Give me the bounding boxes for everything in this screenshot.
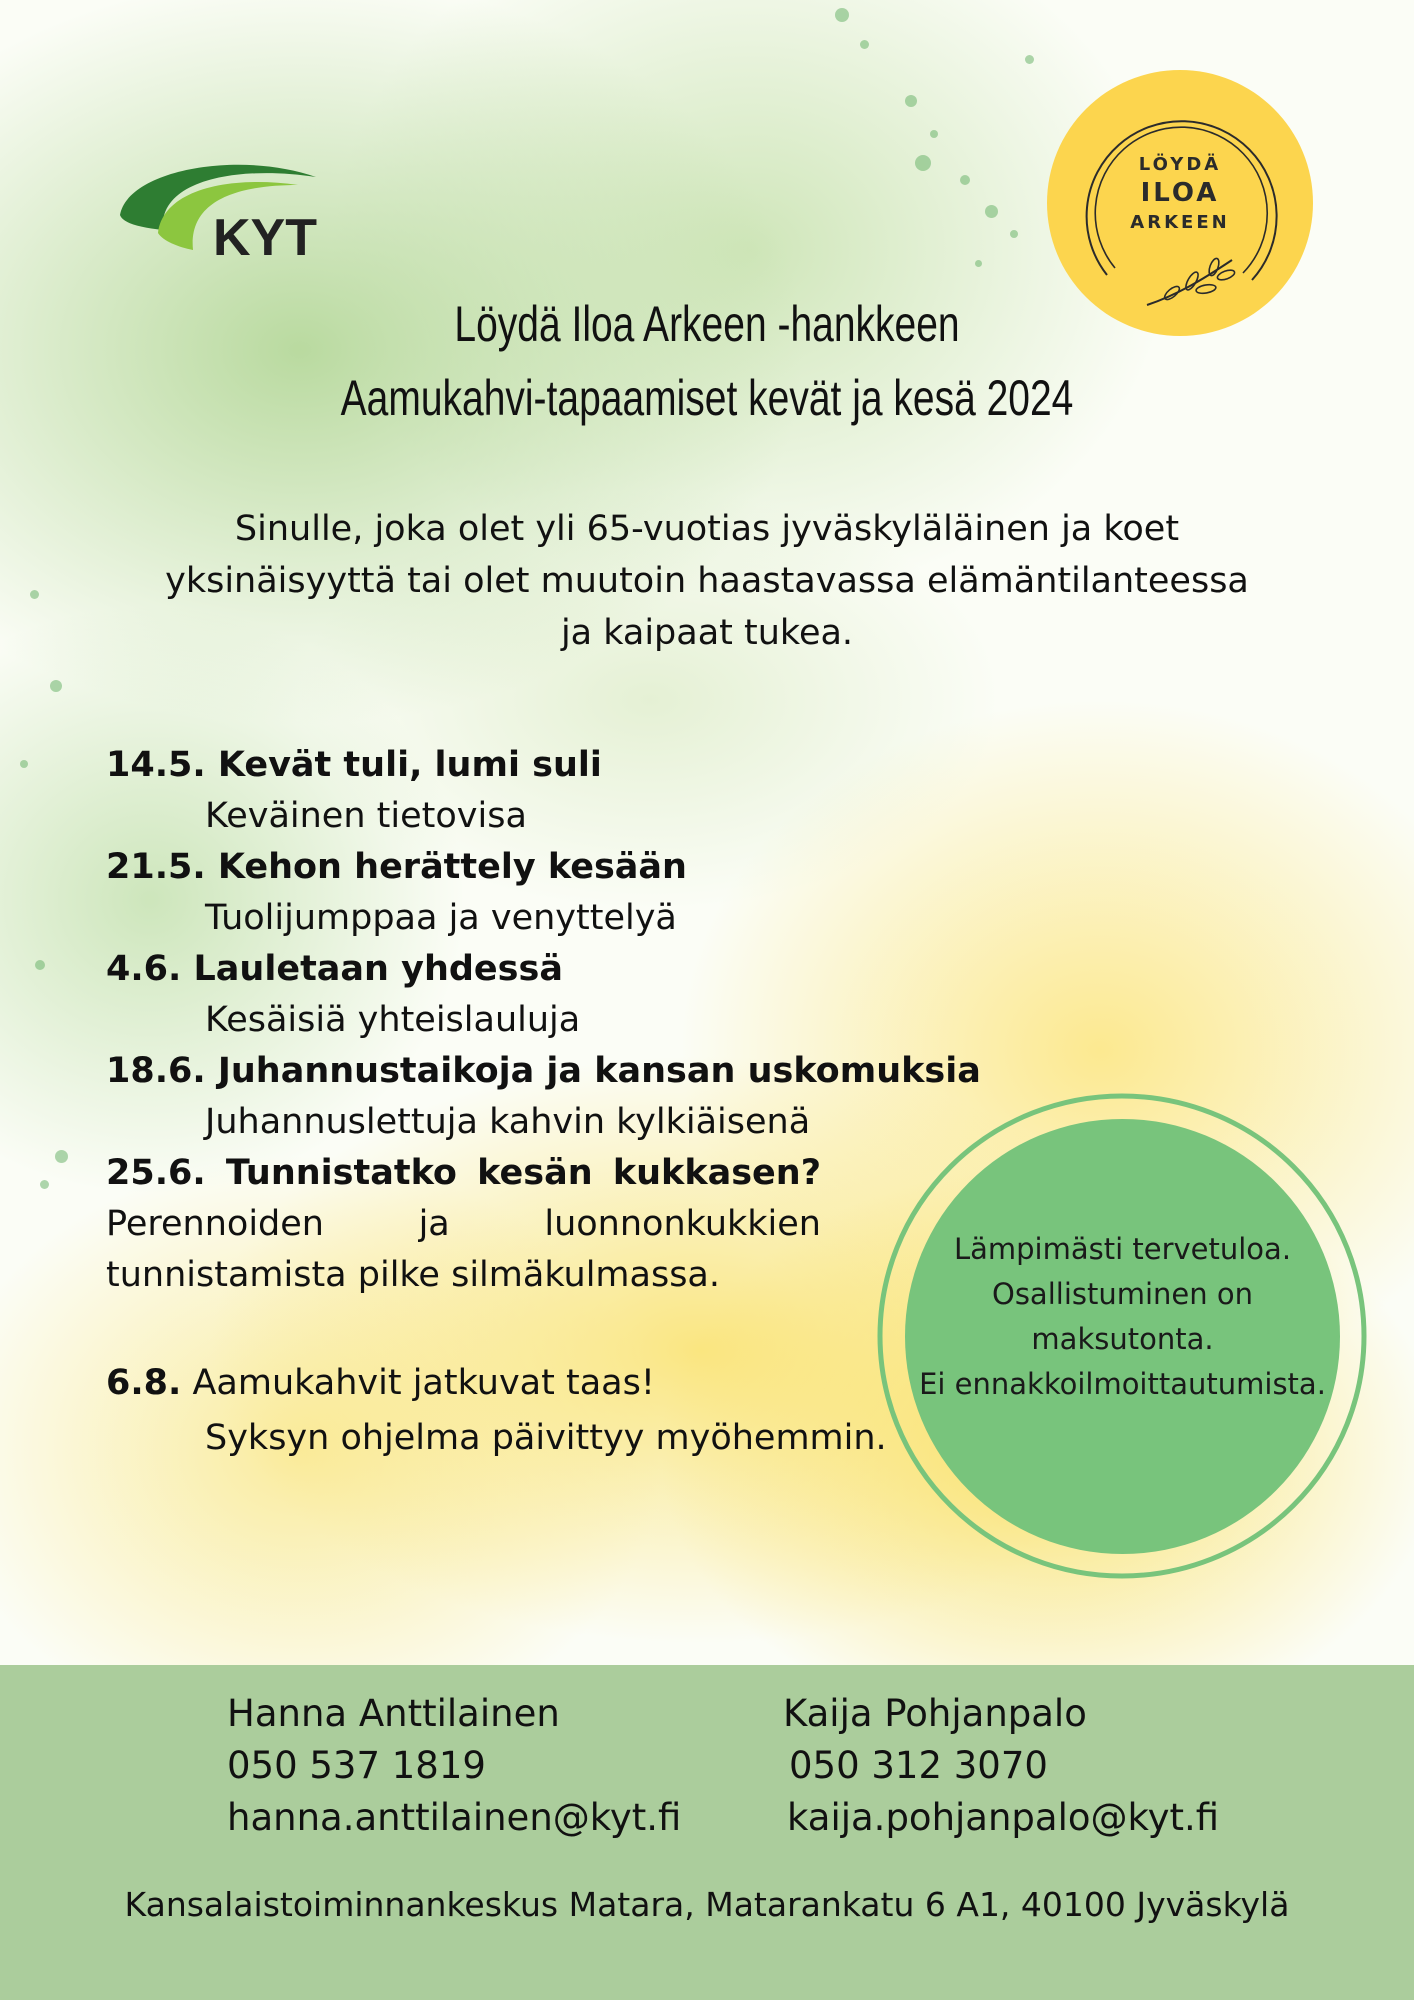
contact-name: Kaija Pohjanpalo (783, 1692, 1087, 1735)
contact-kaija (783, 1688, 1219, 1844)
contact-email[interactable]: hanna.anttilainen@kyt.fi (227, 1796, 682, 1839)
kyt-logo (118, 155, 318, 265)
page-title-line1: Löydä Iloa Arkeen -hankkeen (454, 296, 960, 352)
program-date: 21.5. (106, 847, 206, 887)
badge-line2: ILOA (1140, 178, 1220, 208)
program-date: 4.6. (106, 949, 182, 989)
circle-text (875, 1227, 1370, 1407)
program-list (106, 740, 981, 1464)
badge-line1: LÖYDÄ (1138, 154, 1222, 175)
intro-text (157, 503, 1257, 659)
kyt-swoosh-icon (118, 155, 318, 265)
program-title: Juhannustaikoja ja kansan uskomuksia (217, 1051, 981, 1091)
program-title: Kehon herättely kesään (217, 847, 687, 887)
logo-text: KYT (213, 209, 317, 265)
program-title: Tunnistatko kesän kukkasen? (225, 1153, 822, 1193)
program-date: 14.5. (106, 745, 206, 785)
address: Kansalaistoiminnankeskus Matara, Matarankatu 6 A1, 40100 Jyväskylä (124, 1885, 1290, 1924)
contact-phone[interactable]: 050 312 3070 (789, 1744, 1048, 1787)
program-desc: Tuolijumppaa ja venyttelyä (205, 898, 677, 938)
program-title: Aamukahvit jatkuvat taas! (192, 1363, 655, 1403)
intro-line3: ja kaipaat tukea. (560, 613, 854, 653)
program-title: Kevät tuli, lumi suli (217, 745, 602, 785)
welcome-circle (875, 1085, 1370, 1585)
circle-line1: Lämpimästi tervetuloa. (953, 1232, 1292, 1266)
circle-line2: Osallistuminen on (992, 1277, 1253, 1311)
badge-line3: ARKEEN (1130, 212, 1230, 233)
program-item-title (106, 944, 866, 995)
contact-email[interactable]: kaija.pohjanpalo@kyt.fi (787, 1796, 1220, 1839)
program-title: Lauletaan yhdessä (193, 949, 563, 989)
intro-line2: yksinäisyyttä tai olet muutoin haastavassa elämäntilanteessa (165, 561, 1249, 601)
program-desc: Kesäisiä yhteislauluja (205, 1000, 581, 1040)
contact-name: Hanna Anttilainen (227, 1692, 560, 1735)
program-date: 25.6. (106, 1153, 206, 1193)
page-title-line2: Aamukahvi-tapaamiset kevät ja kesä 2024 (340, 370, 1074, 426)
program-desc: tunnistamista pilke silmäkulmassa. (106, 1255, 721, 1295)
program-desc: Keväinen tietovisa (205, 796, 527, 836)
program-desc: Syksyn ohjelma päivittyy myöhemmin. (205, 1418, 887, 1458)
program-date: 18.6. (106, 1051, 206, 1091)
program-item-title (106, 1148, 821, 1199)
contact-phone[interactable]: 050 537 1819 (227, 1744, 486, 1787)
circle-line3: maksutonta. (1031, 1322, 1214, 1356)
program-desc: Juhannuslettuja kahvin kylkiäisenä (205, 1102, 811, 1142)
program-item-title (106, 1358, 866, 1409)
program-item-title (106, 842, 866, 893)
program-item-title (106, 1046, 981, 1097)
program-date: 6.8. (106, 1363, 182, 1403)
program-item-title (106, 740, 866, 791)
circle-line4: Ei ennakkoilmoittautumista. (919, 1367, 1326, 1401)
intro-line1: Sinulle, joka olet yli 65-vuotias jyväskyläläinen ja koet (234, 509, 1180, 549)
program-desc: Perennoiden ja luonnonkukkien (106, 1204, 821, 1244)
contact-hanna (227, 1688, 681, 1844)
